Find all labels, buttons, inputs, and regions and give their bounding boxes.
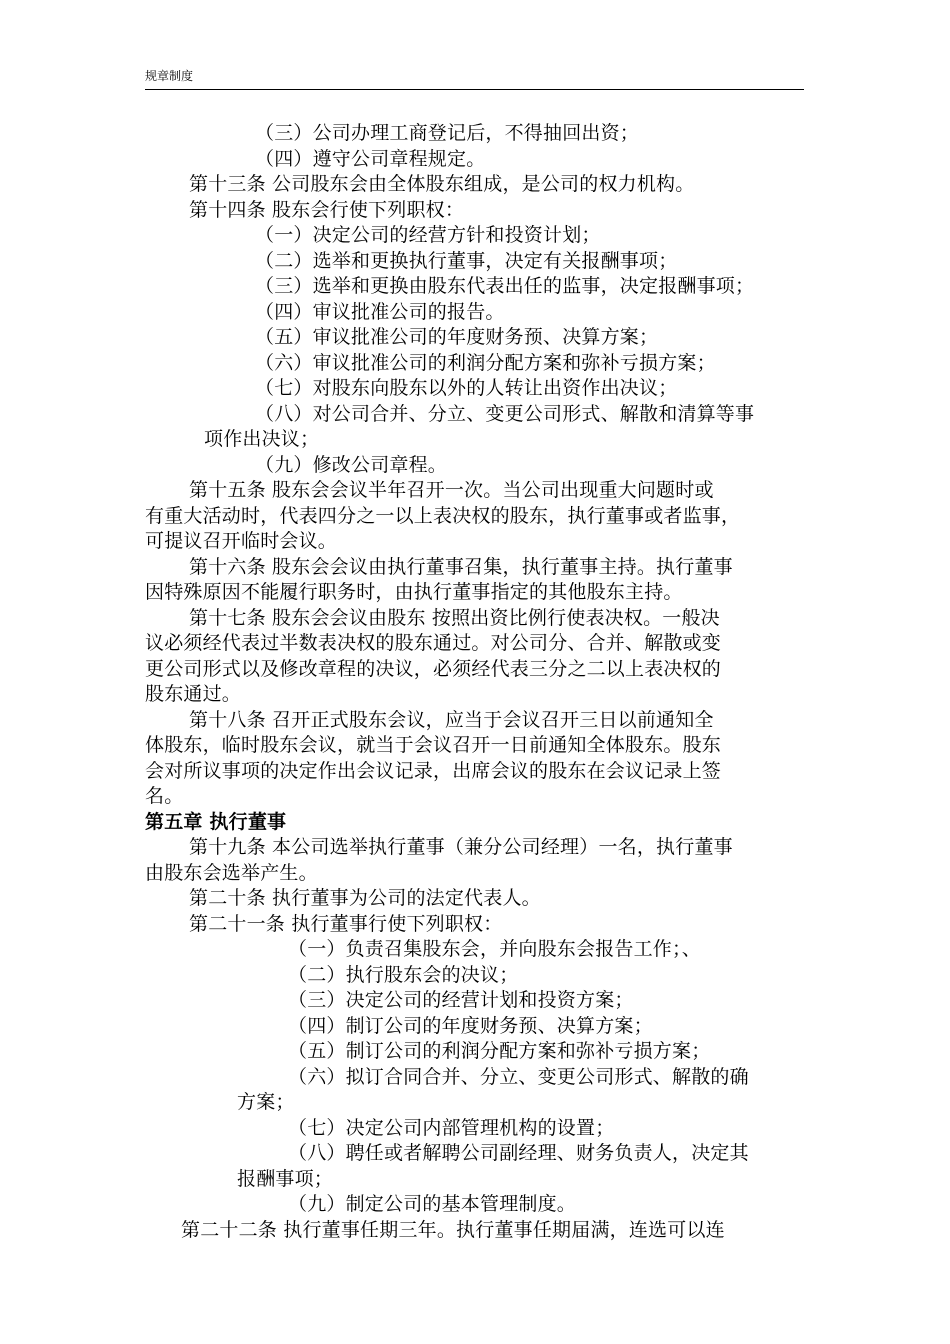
clause-line: （八）聘任或者解聘公司副经理、财务负责人，决定其 [288, 1142, 749, 1164]
clause-line: （九）制定公司的基本管理制度。 [288, 1193, 577, 1215]
article-line: 第二十条 执行董事为公司的法定代表人。 [189, 887, 541, 909]
clause-line: （三）公司办理工商登记后，不得抽回出资； [255, 122, 640, 144]
article-line: 第十三条 公司股东会由全体股东组成，是公司的权力机构。 [189, 173, 695, 195]
article-continuation: 议必须经代表过半数表决权的股东通过。对公司分、合并、解散或变 [145, 632, 722, 654]
clause-line: （三）选举和更换由股东代表出任的监事，决定报酬事项； [255, 275, 755, 297]
clause-line: （一）负责召集股东会，并向股东会报告工作；、 [288, 938, 701, 960]
article-line: 第十八条 召开正式股东会议，应当于会议召开三日以前通知全 [189, 708, 714, 731]
clause-line: （二）选举和更换执行董事，决定有关报酬事项； [255, 249, 678, 272]
clause-line: （五）审议批准公司的年度财务预、决算方案； [255, 326, 659, 348]
article-continuation: 更公司形式以及修改章程的决议，必须经代表三分之二以上表决权的 [145, 657, 722, 680]
article-continuation: 有重大活动时，代表四分之一以上表决权的股东，执行董事或者监事， [145, 504, 741, 527]
article-line: 第十四条 股东会行使下列职权： [189, 198, 465, 221]
clause-line: （六）审议批准公司的利润分配方案和弥补亏损方案； [255, 351, 716, 374]
article-line: 第十九条 本公司选举执行董事（兼分公司经理）一名，执行董事 [189, 836, 733, 858]
clause-line: （四）遵守公司章程规定。 [255, 147, 486, 170]
document-body [145, 121, 815, 1243]
clause-line: （五）制订公司的利润分配方案和弥补亏损方案； [288, 1040, 711, 1062]
clause-line: （四）审议批准公司的报告。 [255, 300, 505, 323]
article-continuation: 可提议召开临时会议。 [145, 530, 338, 552]
article-line: 第十五条 股东会会议半年召开一次。当公司出现重大问题时或 [189, 479, 714, 501]
article-continuation: 因特殊原因不能履行职务时，由执行董事指定的其他股东主持。 [145, 581, 683, 603]
article-line: 第二十一条 执行董事行使下列职权： [189, 912, 503, 935]
header-rule [145, 89, 804, 90]
clause-continuation: 报酬事项； [237, 1167, 334, 1190]
article-line: 第十七条 股东会会议由股东 按照出资比例行使表决权。一般决 [189, 606, 720, 629]
clause-line: （二）执行股东会的决议； [288, 963, 519, 986]
clause-line: （九）修改公司章程。 [255, 453, 448, 476]
article-continuation: 会对所议事项的决定作出会议记录，出席会议的股东在会议记录上签 [145, 759, 722, 782]
article-line: 第二十二条 执行董事任期三年。执行董事任期届满，连选可以连 [181, 1218, 725, 1241]
clause-line: （七）对股东向股东以外的人转让出资作出决议； [255, 377, 678, 399]
page-header-title: 规章制度 [145, 69, 194, 83]
chapter-heading: 第五章 执行董事 [145, 810, 287, 833]
clause-line: （八）对公司合并、分立、变更公司形式、解散和清算等事 [255, 402, 755, 425]
clause-continuation: 方案； [237, 1091, 295, 1113]
clause-line: （三）决定公司的经营计划和投资方案； [288, 989, 634, 1011]
clause-continuation: 项作出决议； [204, 428, 320, 450]
article-continuation: 体股东，临时股东会议，就当于会议召开一日前通知全体股东。股东 [145, 734, 722, 756]
article-line: 第十六条 股东会会议由执行董事召集，执行董事主持。执行董事 [189, 555, 733, 578]
article-continuation: 名。 [145, 785, 184, 807]
article-continuation: 由股东会选举产生。 [145, 861, 318, 884]
clause-line: （四）制订公司的年度财务预、决算方案； [288, 1014, 653, 1037]
clause-line: （六）拟订合同合并、分立、变更公司形式、解散的确 [288, 1065, 749, 1088]
article-continuation: 股东通过。 [145, 683, 242, 705]
clause-line: （七）决定公司内部管理机构的设置； [288, 1116, 615, 1139]
clause-line: （一）决定公司的经营方针和投资计划； [255, 224, 601, 246]
